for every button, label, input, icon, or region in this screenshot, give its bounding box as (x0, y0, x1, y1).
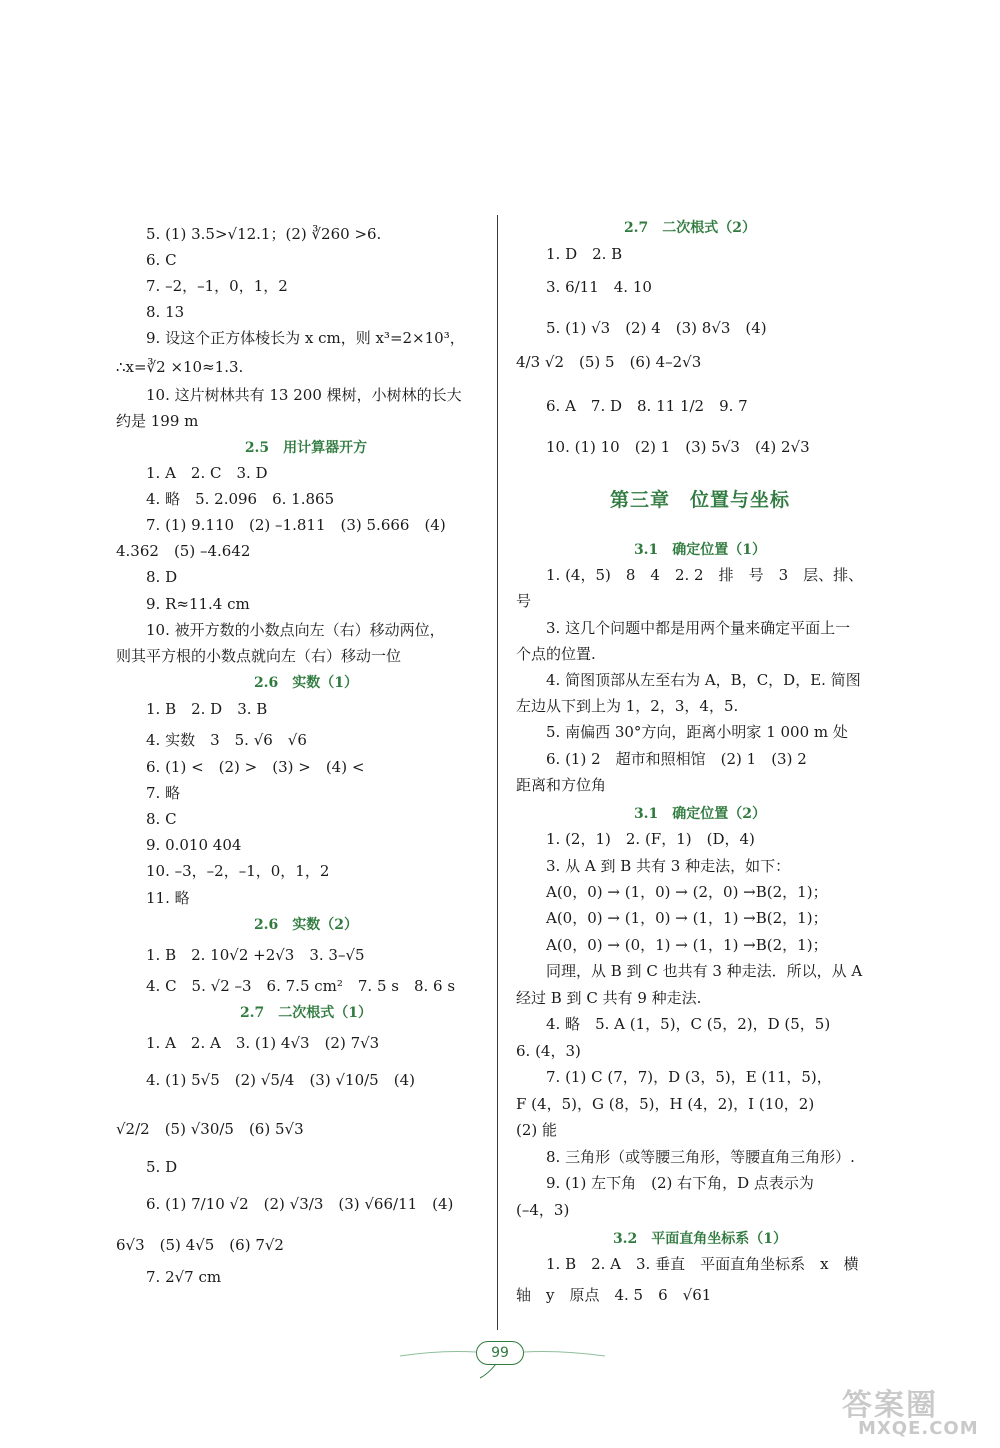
answer-line: 6. C (146, 251, 177, 269)
answer-line: 1. B 2. 10√2 +2√3 3. 3–√5 (146, 946, 365, 964)
section-heading: 3.2 平面直角坐标系（1） (612, 1231, 788, 1247)
answer-line: 5. 南偏西 30°方向，距离小明家 1 000 m 处 (546, 723, 848, 741)
answer-line: 4. C 5. √2 –3 6. 7.5 cm² 7. 5 s 8. 6 s (146, 977, 456, 995)
answer-line: √2/2 (5) √30/5 (6) 5√3 (116, 1120, 304, 1138)
answer-line: 3. 6/11 4. 10 (546, 278, 652, 296)
answer-line: 7. –2，–1，0，1，2 (146, 277, 288, 295)
section-heading: 2.5 用计算器开方 (244, 440, 368, 456)
answer-line: 6. (1) 2 超市和照相馆 (2) 1 (3) 2 (546, 750, 807, 768)
answer-line: A(0，0) → (1，0) → (2，0) →B(2，1)； (546, 883, 828, 901)
answer-line: 6. A 7. D 8. 11 1/2 9. 7 (546, 397, 748, 415)
answer-line: 经过 B 到 C 共有 9 种走法. (516, 989, 702, 1007)
answer-line: 5. (1) √3 (2) 4 (3) 8√3 (4) (546, 319, 767, 337)
answer-line: 9. R≈11.4 cm (146, 595, 250, 613)
section-heading: 2.6 实数（1） (253, 675, 359, 691)
answer-line: ∴x=∛2 ×10≈1.3. (116, 358, 244, 376)
answer-line: 3. 从 A 到 B 共有 3 种走法，如下： (546, 857, 791, 875)
answer-line: A(0，0) → (0，1) → (1，1) →B(2，1)； (546, 936, 828, 954)
answer-line: 7. (1) 9.110 (2) –1.811 (3) 5.666 (4) (146, 516, 446, 534)
section-heading: 3.1 确定位置（1） (633, 542, 767, 558)
answer-line: 1. D 2. B (546, 245, 623, 263)
answer-line: 1. (4，5) 8 4 2. 2 排 号 3 层、排、 (546, 566, 864, 584)
column-divider (497, 215, 498, 1330)
answer-line: 8. C (146, 810, 177, 828)
answer-line: 则其平方根的小数点就向左（右）移动一位 (116, 647, 402, 665)
answer-line: 轴 y 原点 4. 5 6 √61 (516, 1286, 712, 1304)
answer-line: 7. 略 (146, 784, 181, 802)
watermark-url: MXQE.COM (858, 1418, 979, 1439)
answer-line: 4. 略 5. A (1，5)，C (5，2)，D (5，5) (546, 1015, 831, 1033)
watermark-logo (830, 1380, 995, 1442)
answer-line: 6. (1) 7/10 √2 (2) √3/3 (3) √66/11 (4) (146, 1195, 454, 1213)
answer-line: 9. (1) 左下角 (2) 右下角，D 点表示为 (546, 1174, 814, 1192)
answer-line: 6√3 (5) 4√5 (6) 7√2 (116, 1236, 284, 1254)
answer-line: 9. 设这个正方体棱长为 x cm，则 x³=2×10³， (146, 329, 465, 347)
answer-line: 9. 0.010 404 (146, 836, 242, 854)
answer-line: 5. (1) 3.5>√12.1；(2) ∛260 >6. (146, 225, 382, 243)
watermark-title: 答案圈 (842, 1388, 938, 1423)
answer-line: 11. 略 (146, 889, 190, 907)
answer-line: 4/3 √2 (5) 5 (6) 4–2√3 (516, 353, 702, 371)
answer-line: (2) 能 (516, 1121, 558, 1139)
answer-line: 8. D (146, 568, 178, 586)
page-footer (380, 1332, 620, 1382)
answer-line: 4. 实数 3 5. √6 √6 (146, 731, 307, 749)
answer-line: 1. A 2. A 3. (1) 4√3 (2) 7√3 (146, 1034, 380, 1052)
answer-line: 号 (516, 592, 532, 610)
answer-line: 4. 简图顶部从左至右为 A，B，C，D，E. 简图 (546, 671, 861, 689)
answer-line: 1. B 2. D 3. B (146, 700, 268, 718)
answer-line: 约是 199 m (116, 412, 199, 430)
answer-line: 10. –3，–2，–1，0，1，2 (146, 862, 330, 880)
answer-line: 4.362 (5) –4.642 (116, 542, 251, 560)
answer-line: 8. 13 (146, 303, 185, 321)
answer-line: 左边从下到上为 1，2，3，4，5. (516, 697, 739, 715)
chapter-title: 第三章 位置与坐标 (610, 489, 791, 511)
answer-line: (–4，3) (516, 1201, 570, 1219)
section-heading: 3.1 确定位置（2） (633, 806, 767, 822)
answer-line: 5. D (146, 1158, 178, 1176)
answer-line: 10. 这片树林共有 13 200 棵树，小树林的长大 (146, 386, 462, 404)
answer-line: 10. 被开方数的小数点向左（右）移动两位， (146, 621, 445, 639)
answer-line: 7. 2√7 cm (146, 1268, 222, 1286)
answer-line: A(0，0) → (1，0) → (1，1) →B(2，1)； (546, 909, 828, 927)
answer-line: 10. (1) 10 (2) 1 (3) 5√3 (4) 2√3 (546, 438, 810, 456)
section-heading: 2.7 二次根式（2） (623, 220, 757, 236)
answer-line: 6. (4，3) (516, 1042, 581, 1060)
answer-line: 6. (1) < (2) > (3) > (4) < (146, 758, 365, 776)
section-heading: 2.6 实数（2） (253, 917, 359, 933)
section-heading: 2.7 二次根式（1） (239, 1005, 373, 1021)
answer-line: 1. (2，1) 2. (F，1) (D，4) (546, 830, 755, 848)
answer-line: 距离和方位角 (516, 776, 607, 794)
answer-line: 1. B 2. A 3. 垂直 平面直角坐标系 x 横 (546, 1255, 859, 1273)
answer-line: 同理，从 B 到 C 也共有 3 种走法．所以，从 A (546, 962, 863, 980)
answer-line: 4. (1) 5√5 (2) √5/4 (3) √10/5 (4) (146, 1071, 415, 1089)
answer-line: 3. 这几个问题中都是用两个量来确定平面上一 (546, 619, 851, 637)
answer-line: 8. 三角形（或等腰三角形，等腰直角三角形）. (546, 1148, 855, 1166)
answer-line: 1. A 2. C 3. D (146, 464, 268, 482)
answer-line: F (4，5)，G (8，5)，H (4，2)，I (10，2) (516, 1095, 815, 1113)
page-number: 99 (476, 1341, 524, 1365)
answer-line: 个点的位置. (516, 645, 596, 663)
answer-line: 4. 略 5. 2.096 6. 1.865 (146, 490, 335, 508)
answer-line: 7. (1) C (7，7)，D (3，5)，E (11，5)， (546, 1068, 832, 1086)
